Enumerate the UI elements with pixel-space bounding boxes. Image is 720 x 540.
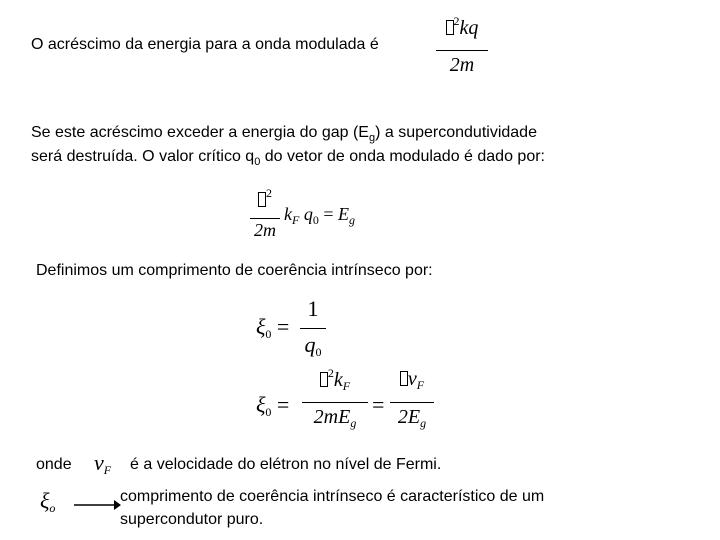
k-symbol: k	[284, 204, 292, 224]
v-symbol: v	[407, 368, 417, 390]
equals-sign: =	[276, 314, 290, 339]
xi-symbol: ξ	[40, 488, 50, 513]
onde-label: onde	[36, 456, 72, 473]
text-part: será destruída. O valor crítico q	[31, 148, 255, 165]
exponent: 2	[327, 366, 334, 380]
text-part: ) a supercondutividade	[375, 124, 537, 141]
text-part: do vetor de onda modulado é dado por:	[260, 148, 545, 165]
subscript-0: 0	[315, 345, 322, 359]
denominator-2E: 2E	[397, 406, 421, 428]
subscript-g: g	[420, 416, 427, 430]
fraction-bar	[300, 328, 326, 329]
subscript-g: g	[349, 213, 355, 227]
e-symbol: E	[338, 204, 349, 224]
equals-sign: =	[276, 392, 290, 417]
gap-paragraph-line-2	[31, 146, 545, 173]
intro-text: O acréscimo da energia para a onda modulada é	[31, 36, 379, 53]
equals-sign: =	[372, 392, 385, 417]
footer-text-line-1: comprimento de coerência intrínseco é característico de um	[120, 488, 545, 505]
exponent: 2	[266, 186, 272, 200]
fraction-bar	[250, 218, 280, 219]
coherence-definition-text: Definimos um comprimento de coerência intrínseco por:	[36, 262, 433, 279]
k-symbol: k	[333, 369, 343, 391]
xi-symbol: ξ	[256, 392, 266, 417]
numerator-kq: kq	[459, 17, 479, 39]
footer-text-line-2: supercondutor puro.	[120, 511, 264, 528]
subscript-g: g	[368, 132, 376, 144]
kf-q0-equals-eg	[284, 204, 355, 228]
subscript-o: o	[49, 501, 56, 515]
arrow-right-icon	[72, 498, 122, 512]
equals-sign: =	[323, 204, 334, 224]
hbar-placeholder-icon	[320, 372, 328, 387]
hbar-placeholder-icon	[446, 20, 454, 35]
v-symbol: v	[94, 450, 104, 475]
numerator-1: 1	[307, 296, 319, 321]
subscript-f: F	[342, 379, 351, 393]
subscript-f: F	[103, 463, 112, 477]
q-symbol: q	[303, 204, 313, 224]
q-symbol: q	[304, 332, 316, 357]
subscript-0: 0	[265, 327, 272, 341]
vf-symbol	[94, 450, 111, 478]
fraction-bar	[302, 402, 368, 403]
subscript-f: F	[416, 378, 425, 392]
denominator-2m: 2m	[254, 220, 276, 240]
subscript-f: F	[292, 213, 300, 227]
xi-symbol: ξ	[256, 314, 266, 339]
hbar-placeholder-icon	[258, 192, 266, 207]
denominator-2m: 2m	[449, 54, 475, 76]
fraction-bar	[436, 50, 488, 51]
exponent: 2	[453, 14, 460, 28]
denominator-2mE: 2mE	[313, 406, 351, 428]
subscript-0: 0	[312, 213, 319, 227]
gap-paragraph-line-1	[31, 122, 537, 149]
text-part: Se este acréscimo exceder a energia do gap (E	[31, 124, 369, 141]
subscript-0: 0	[265, 405, 272, 419]
hbar-placeholder-icon	[400, 371, 408, 386]
fraction-bar	[390, 402, 434, 403]
xi-o-symbol	[40, 488, 55, 516]
fermi-velocity-text: é a velocidade do elétron no nível de Fermi.	[130, 456, 442, 473]
subscript-g: g	[350, 416, 357, 430]
subscript-0: 0	[254, 156, 261, 168]
